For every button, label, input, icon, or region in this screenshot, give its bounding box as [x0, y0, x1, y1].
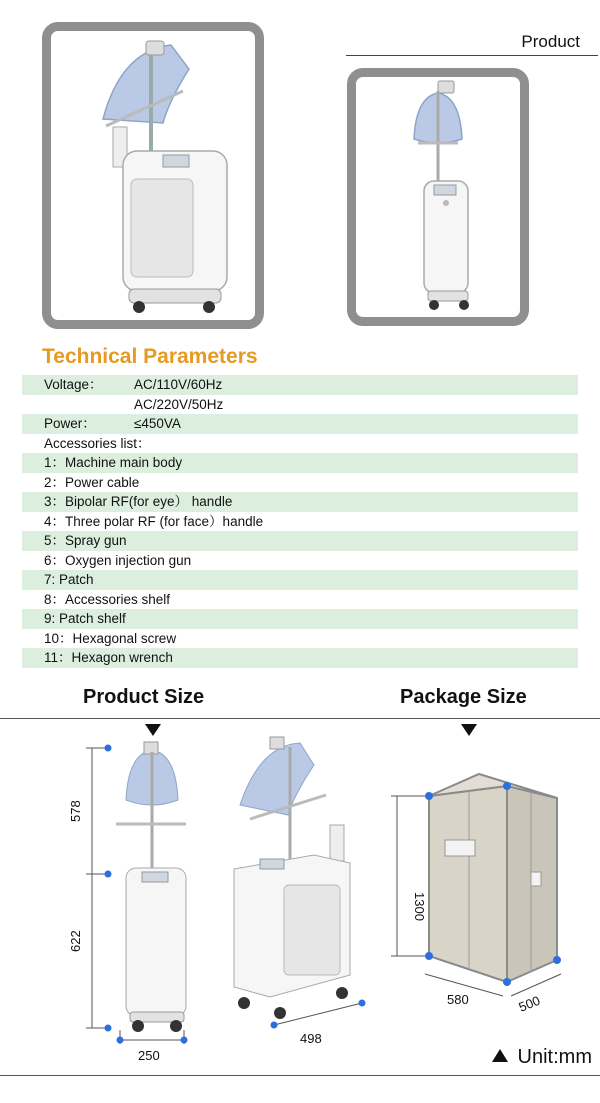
product-size-side-diagram: [230, 735, 370, 1046]
parameter-row: [22, 590, 578, 610]
parameter-label: 3：Bipolar RF(for eye） handle: [44, 494, 233, 509]
machine-illustration-large: [51, 31, 255, 320]
unit-label: [492, 1046, 592, 1069]
bottom-divider: [0, 1075, 600, 1076]
parameter-row: [22, 609, 578, 629]
parameter-label: 5：Spray gun: [44, 533, 127, 548]
parameter-label: 6：Oxygen injection gun: [44, 552, 192, 568]
technical-parameters-title: Technical Parameters: [42, 345, 258, 368]
product-photo-large: [42, 22, 264, 329]
section-divider: [0, 718, 600, 719]
parameter-label: Power：: [44, 416, 96, 431]
parameter-label: Accessories list：: [44, 435, 151, 451]
unit-label-text: Unit:mm: [517, 1046, 592, 1068]
dim-depth: 498: [300, 1031, 322, 1046]
dim-lower-height: 622: [68, 930, 83, 952]
parameter-label: 8：Accessories shelf: [44, 591, 171, 607]
parameter-value: AC/110V/60Hz: [134, 377, 223, 392]
parameter-label: 10：Hexagonal screw: [44, 630, 177, 646]
parameter-row: [22, 570, 578, 590]
parameter-row: [22, 551, 578, 571]
technical-parameters-list: [22, 375, 578, 668]
parameter-row: [22, 473, 578, 493]
parameter-row: [22, 648, 578, 668]
parameter-value: ≤450VA: [134, 416, 181, 431]
package-size-arrow-icon: [461, 724, 477, 736]
parameter-row: [22, 414, 578, 434]
parameter-value: AC/220V/50Hz: [134, 396, 224, 412]
parameter-label: 1：Machine main body: [44, 455, 183, 470]
product-header-label: Product: [521, 32, 580, 51]
parameter-row: [22, 512, 578, 532]
parameter-label: 7: Patch: [44, 572, 94, 587]
product-photo-small: [347, 68, 529, 326]
parameter-row: [22, 453, 578, 473]
parameter-label: 11：Hexagon wrench: [44, 650, 173, 665]
parameter-row: [22, 375, 578, 395]
product-size-title: Product Size: [83, 686, 205, 708]
dim-width: 250: [138, 1048, 160, 1063]
parameter-row: [22, 492, 578, 512]
package-size-diagram: [385, 760, 585, 1050]
parameter-label: 4：Three polar RF (for face）handle: [44, 513, 264, 529]
package-size-title: Package Size: [400, 686, 527, 708]
parameter-row: [22, 434, 578, 454]
triangle-up-icon: [492, 1049, 508, 1062]
parameter-row: [22, 629, 578, 649]
parameter-row: [22, 531, 578, 551]
product-header: [346, 28, 598, 56]
parameter-row: [22, 395, 578, 415]
dim-package-height: 1300: [412, 892, 427, 921]
parameter-label: 2：Power cable: [44, 474, 140, 490]
product-size-arrow-icon: [145, 724, 161, 736]
dim-upper-height: 578: [68, 800, 83, 822]
dim-package-depth: 500: [516, 992, 543, 1015]
dim-package-width: 580: [447, 992, 469, 1007]
machine-illustration-small: [356, 77, 520, 317]
parameter-label: Voltage：: [44, 377, 103, 392]
product-size-front-diagram: [60, 740, 200, 1063]
parameter-label: 9: Patch shelf: [44, 611, 126, 626]
